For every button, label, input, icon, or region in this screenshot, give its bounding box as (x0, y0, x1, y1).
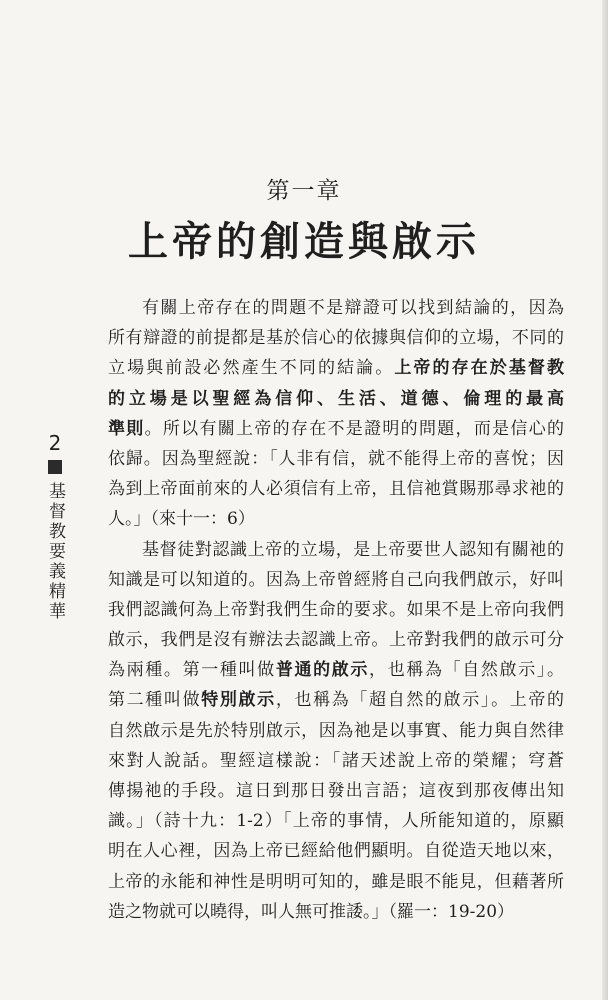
page-edge (602, 0, 608, 1000)
text-segment: 有關上帝存在的問題不是辯證可以找到結論的，因為 (142, 298, 564, 318)
emphasis-text: 準則 (108, 418, 145, 439)
text-line (108, 414, 564, 444)
text-line (108, 655, 564, 685)
text-segment: ，也稱為「超自然的啟示」。上帝的 (275, 690, 565, 711)
paragraph (108, 535, 564, 927)
text-line (108, 625, 564, 655)
paragraph (108, 293, 564, 535)
text-line (108, 897, 564, 927)
emphasis-text: 上帝的存在於基督教 (394, 358, 565, 379)
text-line (108, 293, 564, 323)
text-segment: ，也稱為「自然啟示」。 (369, 660, 565, 681)
text-line (108, 353, 564, 383)
text-segment: 依歸。因為聖經說：「人非有信，就不能得上帝的喜悅；因 (108, 448, 564, 469)
text-line (108, 746, 564, 776)
text-segment: 所有辯證的前提都是基於信心的依據與信仰的立場，不同的 (108, 328, 564, 349)
text-line (108, 806, 564, 836)
text-line (108, 565, 564, 595)
text-segment: 我們認識何為上帝對我們生命的要求。如果不是上帝向我們 (108, 599, 564, 620)
text-line (108, 535, 564, 565)
text-segment: 立場與前設必然產生不同的結論。 (108, 358, 395, 379)
text-segment: 啟示，我們是沒有辦法去認識上帝。上帝對我們的啟示可分 (108, 630, 564, 651)
page-number: 2 (48, 431, 62, 455)
emphasis-text: 特別啟示 (201, 690, 276, 711)
chapter-title: 上帝的創造與啟示 (128, 219, 480, 265)
emphasis-text: 的立場是以聖經為信仰、生活、道德、倫理的最高 (108, 388, 564, 409)
text-segment: 自然啟示是先於特別啟示，因為祂是以事實、能力與自然律 (108, 720, 564, 741)
text-line (108, 595, 564, 625)
text-line (108, 474, 564, 504)
text-line (108, 504, 564, 534)
text-segment: 為兩種。第一種叫做 (108, 660, 276, 681)
text-line (108, 776, 564, 806)
text-segment: 來對人說話。聖經這樣說：「諸天述說上帝的榮耀；穹蒼 (108, 750, 564, 771)
text-line (108, 323, 564, 353)
text-line (108, 716, 564, 746)
book-title: 基督教要義精華 (45, 482, 65, 622)
text-segment: 人。」（來十一：6） (108, 509, 255, 530)
text-segment: 上帝的永能和神性是明明可知的，雖是眼不能見，但藉著所 (108, 871, 564, 892)
text-segment: 。所以有關上帝的存在不是證明的問題，而是信心的 (144, 418, 565, 439)
text-segment: 傳揚祂的手段。這日到那日發出言語；這夜到那夜傳出知 (108, 781, 564, 801)
chapter-label: 第一章 (266, 178, 342, 204)
emphasis-text: 普通的啟示 (275, 660, 370, 681)
text-line (108, 685, 564, 715)
text-segment: 識。」（詩十九：1-2）「上帝的事情，人所能知道的，原顯 (108, 811, 564, 832)
body-text (108, 293, 564, 927)
text-segment: 第二種叫做 (108, 690, 202, 711)
text-line (108, 867, 564, 897)
text-line (108, 444, 564, 474)
text-segment: 為到上帝面前來的人必須信有上帝，且信祂賞賜那尋求祂的 (108, 479, 564, 500)
margin-header (40, 432, 70, 622)
text-segment: 明在人心裡，因為上帝已經給他們顯明。自從造天地以來， (108, 841, 564, 862)
text-line (108, 384, 564, 414)
square-icon (48, 460, 62, 474)
text-segment: 造之物就可以曉得，叫人無可推諉。」（羅一：19-20） (108, 901, 515, 922)
text-segment: 基督徒對認識上帝的立場，是上帝要世人認知有關祂的 (142, 539, 564, 560)
text-segment: 知識是可以知道的。因為上帝曾經將自己向我們啟示，好叫 (108, 569, 564, 590)
text-line (108, 836, 564, 866)
